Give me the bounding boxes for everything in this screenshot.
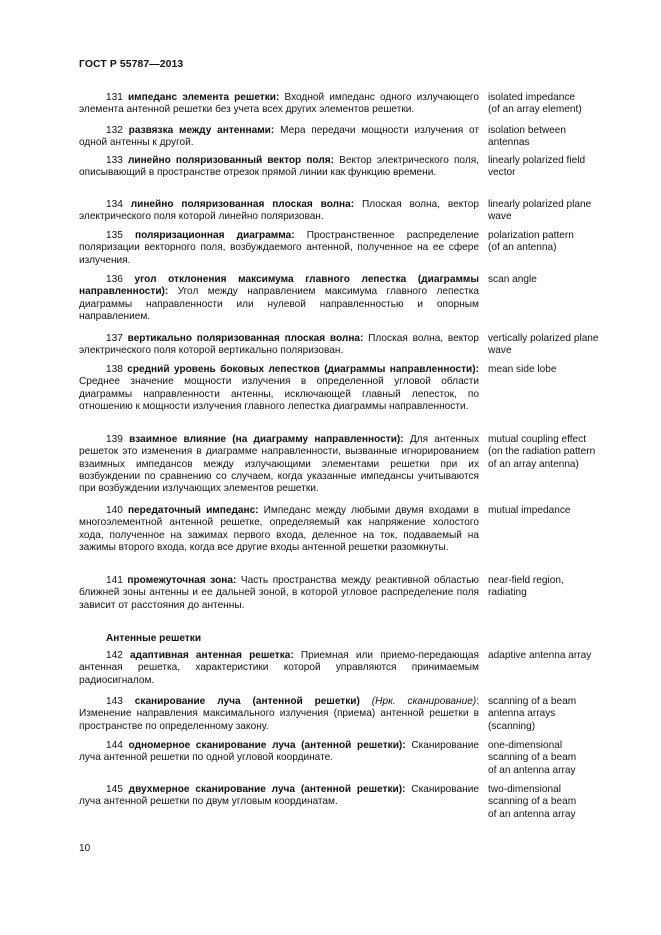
term-number: 136 xyxy=(106,274,123,285)
term-title: угол отклонения максимума главного лепестка (диаграммы направленности): xyxy=(79,274,479,298)
term-title: развязка между антеннами: xyxy=(128,125,275,136)
english-equivalent: linearly polarized plane wave xyxy=(488,199,592,223)
term-number: 138 xyxy=(106,364,123,375)
term-definition: Мера передачи мощности излучения от одной антенны к другой. xyxy=(79,125,479,149)
term-entry-140 xyxy=(79,505,649,554)
term-definition: : Изменение направления максимального излучения (приема) антенной решетки в пространстве по определенному закону. xyxy=(79,696,479,732)
term-number: 139 xyxy=(106,434,123,445)
definition xyxy=(79,230,479,267)
english-equivalent: near-field region, radiating xyxy=(488,575,564,599)
term-title: взаимное влияние (на диаграмму направленности): xyxy=(129,434,404,445)
definition xyxy=(79,92,479,117)
term-entry-141 xyxy=(79,575,649,612)
term-definition: Угол между направлением максимума главного лепестка диаграммы направленности или нулевой направленностью и опорным направлением. xyxy=(79,286,479,322)
english-equivalent: isolated impedance (of an array element) xyxy=(488,92,582,116)
term-number: 142 xyxy=(106,650,123,661)
term-number: 132 xyxy=(106,125,123,136)
term-number: 143 xyxy=(106,696,123,707)
term-title: адаптивная антенная решетка: xyxy=(130,650,294,661)
term-title: одномерное сканирование луча (антенной решетки): xyxy=(128,740,406,751)
term-number: 135 xyxy=(106,230,123,241)
term-title: импеданс элемента решетки: xyxy=(127,92,280,103)
term-title: поляризационная диаграмма: xyxy=(135,230,295,241)
term-number: 140 xyxy=(106,505,123,516)
term-entry-133 xyxy=(79,155,649,180)
term-title: промежуточная зона: xyxy=(127,575,237,586)
term-number: 145 xyxy=(106,784,123,795)
term-entry-137 xyxy=(79,333,649,358)
definition xyxy=(79,274,479,323)
section-title: Антенные решетки xyxy=(106,633,202,644)
page-number: 10 xyxy=(79,843,91,854)
term-definition: Плоская волна, вектор электрического поля которой линейно поляризован. xyxy=(79,199,479,223)
term-title: двухмерное сканирование луча (антенной решетки): xyxy=(128,784,406,795)
english-equivalent: mutual coupling effect (on the radiation pattern of an array antenna) xyxy=(488,434,596,470)
term-definition: Сканирование луча антенной решетки по одной угловой координате. xyxy=(79,740,479,764)
definition xyxy=(79,505,479,554)
term-entry-143 xyxy=(79,696,649,733)
definition xyxy=(79,333,479,358)
term-entry-135 xyxy=(79,230,649,267)
definition xyxy=(79,364,479,413)
term-entry-139 xyxy=(79,434,649,495)
term-entry-142 xyxy=(79,650,649,687)
english-equivalent: two-dimensional scanning of a beam of an antenna array xyxy=(488,784,577,820)
term-number: 133 xyxy=(106,155,123,166)
english-equivalent: polarization pattern (of an antenna) xyxy=(488,230,574,254)
english-equivalent: scanning of a beam antenna arrays (scanning) xyxy=(488,696,577,732)
term-number: 137 xyxy=(106,333,123,344)
term-title: передаточный импеданс: xyxy=(127,505,259,516)
term-definition: Импеданс между любыми двумя входами в многоэлементной антенной решетке, определяемый как напряжение холостого хода, полученное на зажимах первого входа, деленное на ток, подаваемый на зажимы второго входа, когда все другие входы антенной решетки разомкнуты. xyxy=(79,505,479,553)
document-header: ГОСТ Р 55787—2013 xyxy=(79,59,184,70)
term-entry-131 xyxy=(79,92,649,117)
english-equivalent: vertically polarized plane wave xyxy=(488,333,599,357)
definition xyxy=(79,575,479,612)
term-title: линейно поляризованный вектор поля: xyxy=(127,155,335,166)
term-definition: Вектор электрического поля, описывающий в пространстве отрезок прямой линии как функцию времени. xyxy=(79,155,479,179)
term-entry-136 xyxy=(79,274,649,323)
term-number: 134 xyxy=(106,199,123,210)
definition xyxy=(79,199,479,224)
term-number: 131 xyxy=(106,92,123,103)
term-entry-138 xyxy=(79,364,649,413)
term-entry-134 xyxy=(79,199,649,224)
definition xyxy=(79,784,479,821)
term-definition: Приемная или приемо-передающая антенная решетка, характеристики которой управляются принимаемым радиосигналом. xyxy=(79,650,479,686)
english-equivalent: linearly polarized field vector xyxy=(488,155,586,179)
term-title: средний уровень боковых лепестков (диаграммы направленности): xyxy=(127,364,479,375)
definition xyxy=(79,696,479,733)
term-entry-145 xyxy=(79,784,649,821)
term-definition: Среднее значение мощности излучения в определенной угловой области диаграммы направленности антенны, исключающей главный лепесток, по отношению к мощности излучения главного лепестка диаграммы направленности. xyxy=(79,376,479,412)
term-entry-132 xyxy=(79,125,649,150)
english-equivalent: isolation between antennas xyxy=(488,125,566,149)
definition xyxy=(79,740,479,777)
term-definition: Сканирование луча антенной решетки по двум угловым координатам. xyxy=(79,784,479,808)
term-definition: Входной импеданс одного излучающего элемента антенной решетки без учета всех других элементов решетки. xyxy=(79,92,480,116)
term-definition: Пространственное распределение поляризации векторного поля, возбуждаемого антенной, полученное на ее сфере излучения. xyxy=(79,230,479,266)
english-equivalent: adaptive antenna array xyxy=(488,650,592,661)
english-equivalent: mutual impedance xyxy=(488,505,571,516)
term-title: сканирование луча (антенной решетки) xyxy=(134,696,360,707)
definition xyxy=(79,155,479,180)
term-entry-144 xyxy=(79,740,649,777)
term-title: линейно поляризованная плоская волна: xyxy=(130,199,355,210)
english-equivalent: one-dimensional scanning of a beam of an antenna array xyxy=(488,740,577,776)
term-title: вертикально поляризованная плоская волна: xyxy=(127,333,364,344)
english-equivalent: mean side lobe xyxy=(488,364,557,375)
term-number: 141 xyxy=(106,575,123,586)
term-note: (Нрк. сканирование) xyxy=(359,696,477,707)
definition xyxy=(79,434,479,495)
term-definition: Часть пространства между реактивной областью ближней зоны антенны и ее дальней зоной, в которой угловое распределение поля зависит от расстояния до антенны. xyxy=(79,575,479,611)
definition xyxy=(79,650,479,687)
definition xyxy=(79,125,479,150)
term-definition: Плоская волна, вектор электрического поля которой вертикально поляризован. xyxy=(79,333,480,357)
term-definition: Для антенных решеток это изменения в диаграмме направленности, вызванные игнорированием взаимных импедансов между излучающими элементами решетки при их возбуждении по сравнению со случаем, когда указанные импедансы учитываются при возбуждении излучающих элементов решетки. xyxy=(79,434,480,495)
english-equivalent: scan angle xyxy=(488,274,537,285)
term-number: 144 xyxy=(106,740,123,751)
